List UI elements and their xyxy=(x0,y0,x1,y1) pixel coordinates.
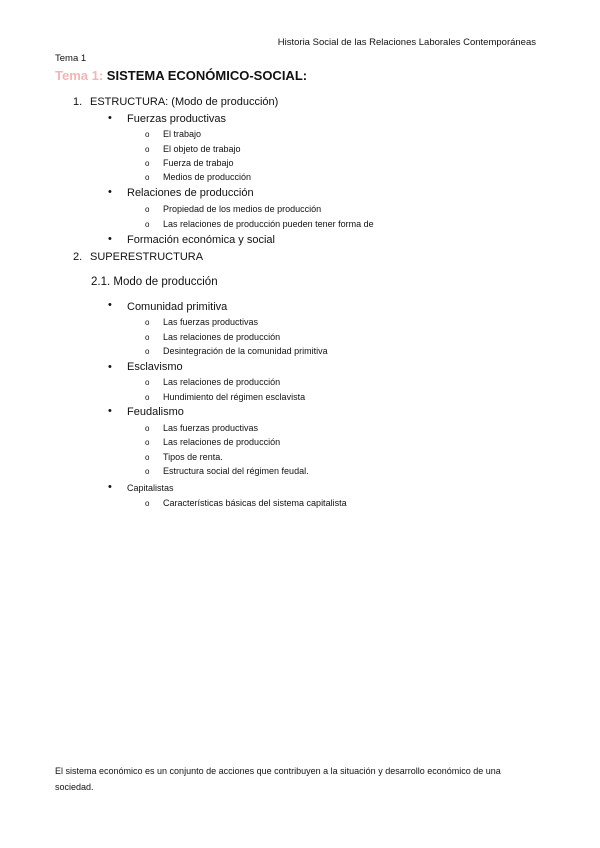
title-main: SISTEMA ECONÓMICO-SOCIAL: xyxy=(106,68,308,83)
list-subitem: Las fuerzas productivas xyxy=(163,423,259,433)
list-item: Comunidad primitiva xyxy=(127,301,228,313)
bullet-icon: • xyxy=(108,361,112,373)
circle-bullet-icon: o xyxy=(145,453,150,462)
title-prefix: Tema 1: xyxy=(55,68,104,83)
circle-bullet-icon: o xyxy=(145,438,150,447)
circle-bullet-icon: o xyxy=(145,333,150,342)
list-subitem: El trabajo xyxy=(163,129,202,139)
list-subitem: El objeto de trabajo xyxy=(163,144,241,154)
list-subitem: Medios de producción xyxy=(163,172,252,182)
list-item: Relaciones de producción xyxy=(127,187,254,199)
circle-bullet-icon: o xyxy=(145,130,150,139)
list-subitem: Las relaciones de producción xyxy=(163,437,281,447)
list-subitem: Las relaciones de producción xyxy=(163,377,281,387)
bullet-icon: • xyxy=(108,112,112,124)
list-subitem: Las fuerzas productivas xyxy=(163,317,259,327)
circle-bullet-icon: o xyxy=(145,159,150,168)
list-item: Esclavismo xyxy=(127,361,183,373)
circle-bullet-icon: o xyxy=(145,424,150,433)
list-item: Feudalismo xyxy=(127,406,184,418)
list-subitem: Tipos de renta. xyxy=(163,452,223,462)
list-subitem: Las relaciones de producción xyxy=(163,332,281,342)
tema-label: Tema 1 xyxy=(55,53,87,64)
circle-bullet-icon: o xyxy=(145,393,150,402)
section-2-number: 2. xyxy=(73,251,83,263)
running-header: Historia Social de las Relaciones Laborales Contemporáneas xyxy=(277,37,536,48)
list-subitem: Características básicas del sistema capitalista xyxy=(163,498,347,508)
section-1-number: 1. xyxy=(73,96,83,108)
list-subitem: Las relaciones de producción pueden tener forma de xyxy=(163,219,374,229)
circle-bullet-icon: o xyxy=(145,318,150,327)
subsection-heading: 2.1. Modo de producción xyxy=(91,276,218,288)
circle-bullet-icon: o xyxy=(145,145,150,154)
bullet-icon: • xyxy=(108,405,112,417)
page-title xyxy=(55,68,307,83)
list-subitem: Estructura social del régimen feudal. xyxy=(163,466,309,476)
bullet-icon: • xyxy=(108,481,112,493)
section-1-heading: ESTRUCTURA: (Modo de producción) xyxy=(90,96,279,108)
list-item: Capitalistas xyxy=(127,483,174,493)
circle-bullet-icon: o xyxy=(145,467,150,476)
list-subitem: Fuerza de trabajo xyxy=(163,158,234,168)
circle-bullet-icon: o xyxy=(145,205,150,214)
circle-bullet-icon: o xyxy=(145,499,150,508)
list-item: Formación económica y social xyxy=(127,234,275,246)
footer-paragraph: El sistema económico es un conjunto de acciones que contribuyen a la situación y desarrollo económico de una sociedad. xyxy=(55,766,501,792)
list-item: Fuerzas productivas xyxy=(127,113,227,125)
circle-bullet-icon: o xyxy=(145,378,150,387)
circle-bullet-icon: o xyxy=(145,220,150,229)
bullet-icon: • xyxy=(108,186,112,198)
section-2-heading: SUPERESTRUCTURA xyxy=(90,251,204,263)
bullet-icon: • xyxy=(108,299,112,311)
bullet-icon: • xyxy=(108,233,112,245)
list-subitem: Propiedad de los medios de producción xyxy=(163,204,322,214)
circle-bullet-icon: o xyxy=(145,173,150,182)
circle-bullet-icon: o xyxy=(145,347,150,356)
list-subitem: Desintegración de la comunidad primitiva xyxy=(163,346,328,356)
list-subitem: Hundimiento del régimen esclavista xyxy=(163,392,306,402)
